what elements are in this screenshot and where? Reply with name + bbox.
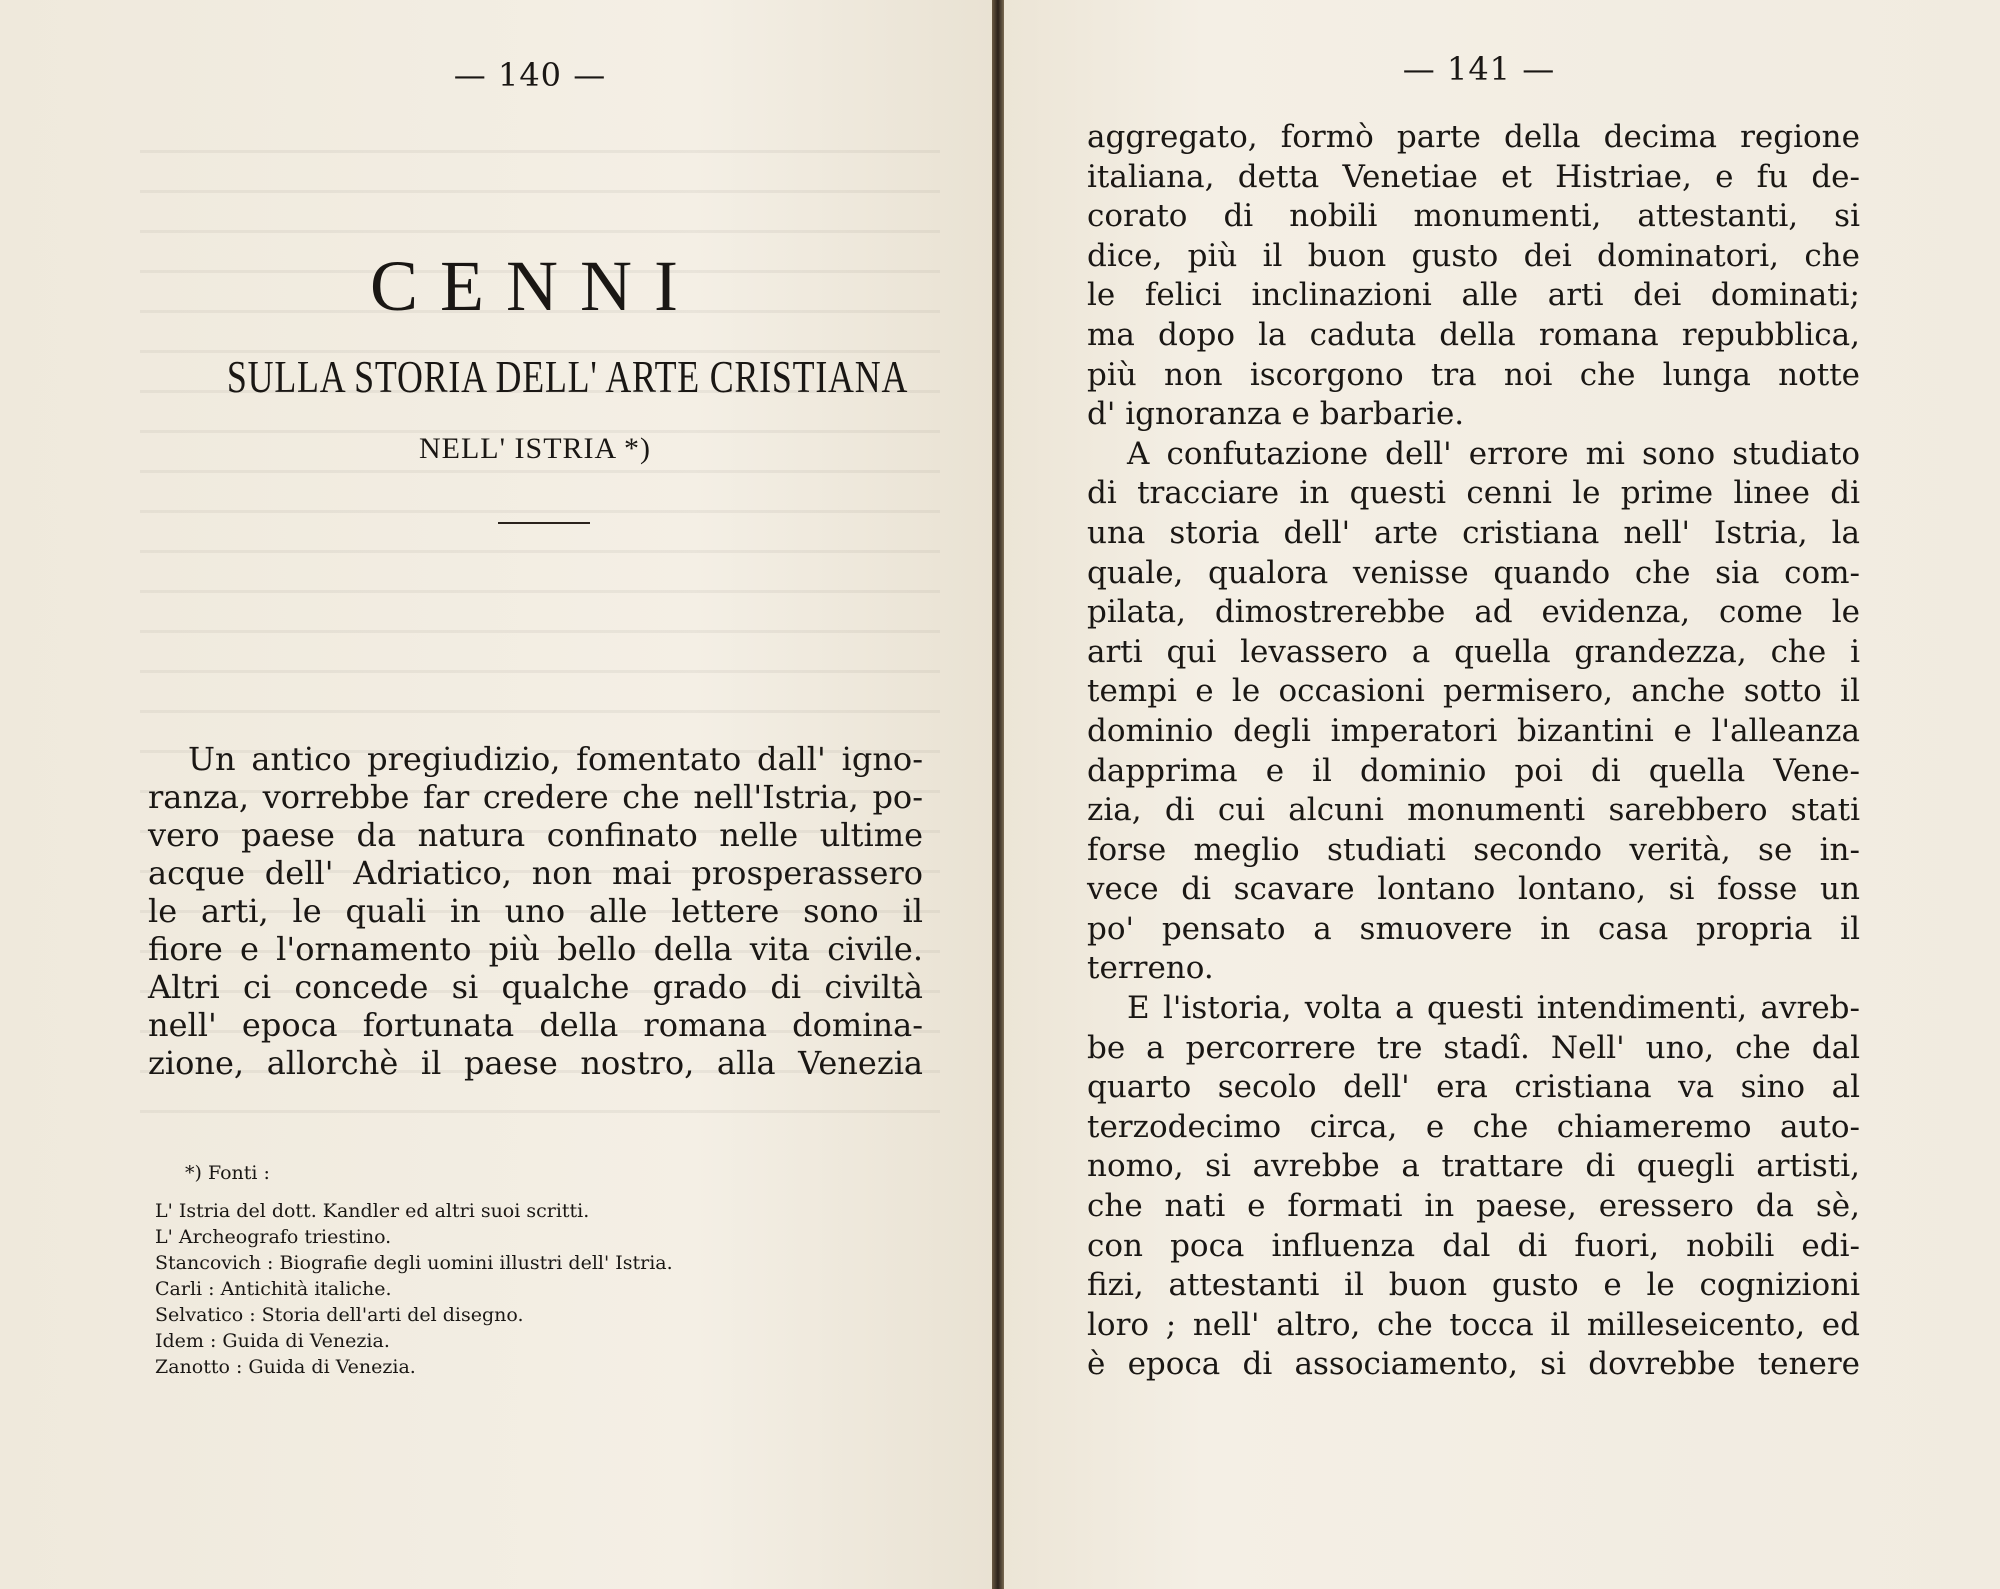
book-gutter [992, 0, 1004, 1589]
text-line: dice, più il buon gusto dei dominatori, che [1087, 237, 1860, 274]
text-line: Un antico pregiudizio, fomentato dall' igno- [188, 740, 923, 778]
text-line: con poca influenza dal di fuori, nobili edi- [1087, 1227, 1860, 1264]
text-line: ma dopo la caduta della romana repubblica, [1087, 316, 1860, 353]
page-number-right: — 141 — [1402, 50, 1556, 88]
text-line: forse meglio studiati secondo verità, se in- [1087, 831, 1860, 868]
text-line: zia, di cui alcuni monumenti sarebbero stati [1087, 792, 1860, 829]
text-line: E l'istoria, volta a questi intendimenti, avreb- [1127, 990, 1860, 1027]
text-line: che nati e formati in paese, eressero da sè, [1087, 1188, 1860, 1225]
footnote-line: L' Istria del dott. Kandler ed altri suoi scritti. [155, 1200, 590, 1222]
text-line: ranza, vorrebbe far credere che nell'Istria, po- [148, 778, 923, 816]
text-line: zione, allorchè il paese nostro, alla Venezia [148, 1044, 923, 1082]
text-line: A confutazione dell' errore mi sono studiato [1127, 435, 1860, 472]
text-line: Altri ci concede si qualche grado di civiltà [148, 968, 923, 1006]
text-line: quale, qualora venisse quando che sia com- [1087, 554, 1860, 591]
text-line: be a percorrere tre stadî. Nell' uno, che dal [1087, 1029, 1860, 1066]
chapter-subtitle: SULLA STORIA DELL' ARTE CRISTIANA [226, 351, 909, 402]
left-page [0, 0, 992, 1589]
text-line: le arti, le quali in uno alle lettere sono il [148, 892, 923, 930]
text-line: loro ; nell' altro, che tocca il milleseicento, ed [1087, 1306, 1860, 1343]
footnote-line: Idem : Guida di Venezia. [155, 1330, 390, 1352]
chapter-title: CENNI [370, 246, 700, 326]
footnote-heading: *) Fonti : [185, 1162, 270, 1184]
text-line: vece di scavare lontano lontano, si fosse un [1087, 871, 1860, 908]
chapter-region: NELL' ISTRIA *) [418, 432, 652, 465]
title-divider [498, 522, 590, 524]
text-line: di tracciare in questi cenni le prime linee di [1087, 475, 1860, 512]
text-line: fizi, attestanti il buon gusto e le cognizioni [1087, 1267, 1860, 1304]
right-page [1004, 0, 2000, 1589]
text-line: pilata, dimostrerebbe ad evidenza, come le [1087, 594, 1860, 631]
text-line: dominio degli imperatori bizantini e l'alleanza [1087, 712, 1860, 749]
text-line: d' ignoranza e barbarie. [1087, 396, 1465, 433]
footnote-line: Carli : Antichità italiche. [155, 1278, 392, 1300]
text-line: aggregato, formò parte della decima regione [1087, 119, 1860, 155]
text-line: acque dell' Adriatico, non mai prosperassero [148, 854, 923, 892]
text-line: italiana, detta Venetiae et Histriae, e fu de- [1087, 158, 1860, 195]
text-line: corato di nobili monumenti, attestanti, si [1087, 198, 1860, 235]
text-line: dapprima e il dominio poi di quella Vene- [1087, 752, 1860, 789]
footnote-line: Zanotto : Guida di Venezia. [155, 1356, 416, 1378]
page-number-left: — 140 — [453, 56, 607, 94]
text-line: vero paese da natura confinato nelle ultime [148, 816, 923, 854]
text-line: arti qui levassero a quella grandezza, che i [1087, 633, 1860, 670]
text-line: più non iscorgono tra noi che lunga notte [1087, 356, 1860, 393]
text-line: nomo, si avrebbe a trattare di quegli artisti, [1087, 1148, 1860, 1185]
footnote-line: Selvatico : Storia dell'arti del disegno. [155, 1304, 524, 1326]
footnotes [155, 1160, 875, 1380]
right-body-text [1087, 118, 1860, 1385]
text-line: nell' epoca fortunata della romana domina- [148, 1006, 923, 1044]
text-line: tempi e le occasioni permisero, anche sotto il [1087, 673, 1860, 710]
text-line: terreno. [1087, 950, 1214, 987]
text-line: le felici inclinazioni alle arti dei dominati; [1087, 277, 1860, 314]
left-body-text [148, 740, 923, 1082]
footnote-line: Stancovich : Biografie degli uomini illustri dell' Istria. [155, 1252, 673, 1274]
text-line: è epoca di associamento, si dovrebbe tenere [1087, 1346, 1860, 1383]
text-line: terzodecimo circa, e che chiameremo auto- [1087, 1108, 1860, 1145]
text-line: quarto secolo dell' era cristiana va sino al [1087, 1069, 1860, 1106]
text-line: una storia dell' arte cristiana nell' Istria, la [1087, 514, 1860, 551]
footnote-line: L' Archeografo triestino. [155, 1226, 392, 1248]
text-line: fiore e l'ornamento più bello della vita civile. [148, 930, 923, 968]
text-line: po' pensato a smuovere in casa propria il [1087, 910, 1860, 947]
